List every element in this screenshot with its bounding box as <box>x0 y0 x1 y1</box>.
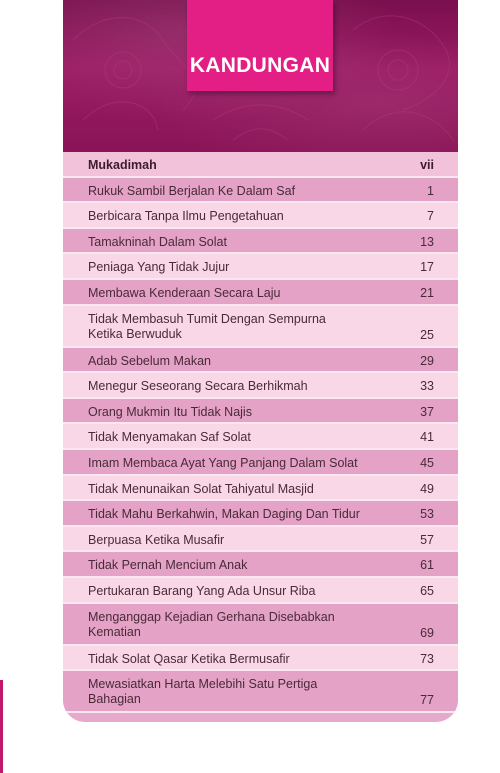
toc-entry-title <box>88 430 398 445</box>
toc-entry-title-line: Berbicara Tanpa Ilmu Pengetahuan <box>88 209 284 224</box>
toc-entry-title <box>88 354 398 369</box>
toc-entry <box>63 646 458 672</box>
toc-entry <box>63 604 458 646</box>
toc-entry-title-line: Tamakninah Dalam Solat <box>88 234 227 249</box>
toc-entry <box>63 203 458 229</box>
toc-entry-page: 29 <box>420 353 434 368</box>
toc-entry-title-line: Menegur Seseorang Secara Berhikmah <box>88 379 308 394</box>
toc-entry-title <box>88 652 398 667</box>
toc-entry <box>63 501 458 527</box>
toc-entry-page: vii <box>420 158 434 172</box>
toc-entry-title <box>88 184 398 199</box>
toc-entry-title-line: Adab Sebelum Makan <box>88 353 211 368</box>
toc-entry <box>63 399 458 425</box>
toc-entry-title-line: Tidak Pernah Mencium Anak <box>88 558 248 573</box>
toc-entry-title <box>88 286 398 301</box>
toc-entry <box>63 373 458 399</box>
toc-entry <box>63 229 458 255</box>
toc-entry-title-line: Orang Mukmin Itu Tidak Najis <box>88 404 252 419</box>
toc-entry <box>63 671 458 713</box>
toc-entry-title-line: Tidak Menyamakan Saf Solat <box>88 430 251 445</box>
toc-entry-title-line: Imam Membaca Ayat Yang Panjang Dalam Solat <box>88 455 358 470</box>
toc-entry-page: 7 <box>427 209 434 224</box>
toc-entry-title-line: Tidak Membasuh Tumit Dengan Sempurna <box>88 311 326 326</box>
toc-entry <box>63 450 458 476</box>
toc-entry-title-line: Tidak Mahu Berkahwin, Makan Daging Dan Tidur <box>88 507 360 522</box>
toc-entry-page: 13 <box>420 234 434 249</box>
toc-entry-title-line: Mewasiatkan Harta Melebihi Satu Pertiga <box>88 677 318 692</box>
toc-entry <box>63 306 458 348</box>
toc-entry-title-line: Bahagian <box>88 692 141 707</box>
toc-entry-title-line: Membawa Kenderaan Secara Laju <box>88 285 281 300</box>
toc-entry-page: 33 <box>420 379 434 394</box>
toc-entry <box>63 348 458 374</box>
left-edge-strip <box>0 680 3 773</box>
page-title: KANDUNGAN <box>189 54 331 77</box>
toc-entry-page: 21 <box>420 285 434 300</box>
toc-entry-title <box>88 558 398 573</box>
toc-entry-page: 25 <box>420 327 434 342</box>
table-of-contents <box>63 152 458 713</box>
toc-entry <box>63 552 458 578</box>
toc-entry <box>63 254 458 280</box>
toc-entry-title <box>88 456 398 471</box>
toc-entry-title <box>88 610 398 640</box>
toc-entry <box>63 424 458 450</box>
toc-entry-page: 57 <box>420 532 434 547</box>
toc-entry-title <box>88 677 398 707</box>
toc-entry-title-line: Tidak Menunaikan Solat Tahiyatul Masjid <box>88 481 314 496</box>
contents-card <box>63 0 458 722</box>
toc-entry <box>63 578 458 604</box>
toc-entry-page: 45 <box>420 455 434 470</box>
toc-entry-page: 53 <box>420 507 434 522</box>
toc-entry-title <box>88 533 398 548</box>
toc-entry-page: 37 <box>420 404 434 419</box>
toc-entry-title <box>88 158 398 173</box>
card-header <box>63 0 458 152</box>
toc-entry-title <box>88 482 398 497</box>
toc-entry-page: 49 <box>420 481 434 496</box>
toc-entry-page: 61 <box>420 558 434 573</box>
toc-entry-page: 65 <box>420 583 434 598</box>
toc-entry-title-line: Peniaga Yang Tidak Jujur <box>88 260 230 275</box>
toc-entry-title-line: Berpuasa Ketika Musafir <box>88 532 225 547</box>
toc-entry-page: 17 <box>420 260 434 275</box>
toc-entry-page: 77 <box>420 693 434 708</box>
toc-entry-title <box>88 235 398 250</box>
toc-entry-page: 69 <box>420 625 434 640</box>
toc-entry <box>63 476 458 502</box>
toc-entry <box>63 527 458 553</box>
title-box <box>187 0 333 91</box>
toc-entry <box>63 280 458 306</box>
toc-entry-title-line: Pertukaran Barang Yang Ada Unsur Riba <box>88 583 316 598</box>
toc-entry-title <box>88 379 398 394</box>
toc-entry-title-line: Rukuk Sambil Berjalan Ke Dalam Saf <box>88 183 296 198</box>
toc-entry-title <box>88 584 398 599</box>
toc-entry-title-line: Mukadimah <box>88 158 157 172</box>
toc-entry-page: 41 <box>420 430 434 445</box>
toc-entry-title-line: Ketika Berwuduk <box>88 326 182 341</box>
toc-entry-page: 73 <box>420 651 434 666</box>
toc-entry-title-line: Kematian <box>88 624 141 639</box>
toc-entry-title <box>88 209 398 224</box>
toc-entry <box>63 178 458 204</box>
toc-entry-title <box>88 507 398 522</box>
toc-entry-title-line: Tidak Solat Qasar Ketika Bermusafir <box>88 651 290 666</box>
toc-entry-page: 1 <box>427 183 434 198</box>
toc-entry-title <box>88 260 398 275</box>
toc-entry <box>63 152 458 178</box>
toc-entry-title <box>88 312 398 342</box>
toc-entry-title-line: Menganggap Kejadian Gerhana Disebabkan <box>88 609 335 624</box>
toc-entry-title <box>88 405 398 420</box>
